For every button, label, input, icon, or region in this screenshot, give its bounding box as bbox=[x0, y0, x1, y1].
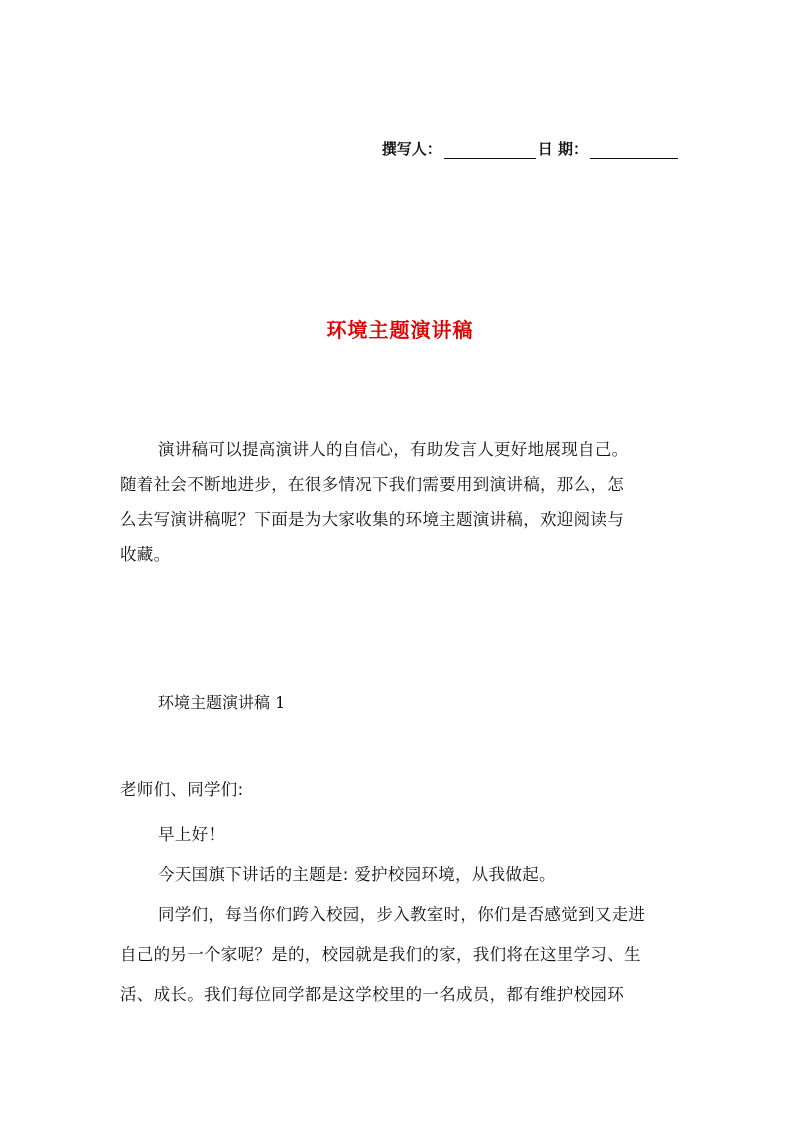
section-heading: 环境主题演讲稿 1 bbox=[158, 693, 286, 712]
date-label: 日 期： bbox=[537, 140, 588, 158]
speech-line: 同学们，每当你们跨入校园，步入教室时，你们是否感觉到又走进 bbox=[158, 905, 646, 924]
intro-line: 收藏。 bbox=[120, 545, 171, 564]
intro-line: 么去写演讲稿呢？下面是为大家收集的环境主题演讲稿，欢迎阅读与 bbox=[120, 510, 624, 529]
author-blank[interactable] bbox=[444, 144, 536, 159]
author-label: 撰写人： bbox=[381, 140, 442, 158]
speech-body bbox=[120, 815, 680, 1015]
greeting-line: 早上好！ bbox=[158, 825, 226, 844]
document-title: 环境主题演讲稿 bbox=[326, 318, 474, 342]
intro-paragraph bbox=[120, 432, 680, 572]
speech-line: 自己的另一个家呢？是的，校园就是我们的家，我们将在这里学习、生 bbox=[120, 945, 641, 964]
speech-line: 活、成长。我们每位同学都是这学校里的一名成员，都有维护校园环 bbox=[120, 985, 624, 1004]
author-date-line bbox=[382, 138, 680, 159]
intro-line: 随着社会不断地进步，在很多情况下我们需要用到演讲稿，那么，怎 bbox=[120, 475, 624, 494]
topic-line: 今天国旗下讲话的主题是: 爱护校园环境，从我做起。 bbox=[158, 865, 556, 884]
salutation bbox=[120, 772, 680, 807]
date-blank[interactable] bbox=[590, 144, 678, 159]
intro-line: 演讲稿可以提高演讲人的自信心，有助发言人更好地展现自己。 bbox=[158, 440, 629, 459]
salutation-text: 老师们、同学们: bbox=[120, 780, 244, 799]
